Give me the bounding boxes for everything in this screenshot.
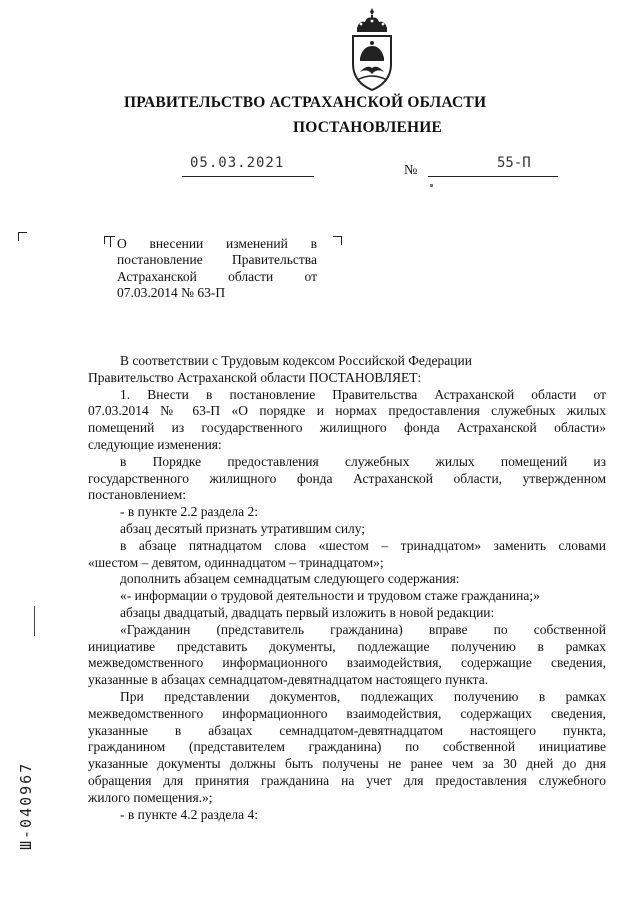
body-line: - в пункте 2.2 раздела 2: (120, 504, 259, 520)
document-number: 55-П (497, 155, 531, 171)
number-sign: № (404, 163, 418, 178)
date-underline (182, 176, 314, 177)
body-line: указанные документы должны быть получены не ранее чем за 30 дней до дня (88, 756, 606, 772)
body-line: жилого помещения.»; (88, 789, 213, 805)
body-line: указанные в абзацах семнадцатом-девятнадцатом настоящего пункта. (88, 672, 489, 688)
government-title: ПРАВИТЕЛЬСТВО АСТРАХАНСКОЙ ОБЛАСТИ (124, 94, 487, 111)
document-date: 05.03.2021 (190, 155, 285, 171)
document-subject (117, 236, 317, 302)
subject-line: О внесении изменений в (117, 236, 317, 251)
body-line: дополнить абзацем семнадцатым следующего содержания: (120, 571, 460, 587)
subject-line: Астраханской области от (117, 268, 317, 284)
margin-mark-line (34, 606, 35, 636)
body-line: государственного жилищного фонда Астраханской области, утвержденном (88, 470, 606, 486)
subject-right-corner-mark (333, 236, 342, 245)
body-line: помещений из государственного жилищного фонда Астраханской области» (88, 420, 606, 436)
body-line: межведомственного информационного взаимодействия, содержащих сведения, (88, 705, 606, 721)
subject-line: постановление Правительства (117, 252, 317, 268)
left-margin-corner-mark (18, 232, 27, 241)
coat-of-arms-emblem (349, 6, 395, 92)
body-line: Правительство Астраханской области ПОСТАНОВЛЯЕТ: (88, 369, 422, 385)
number-underline (428, 176, 558, 177)
body-line: - в пункте 4.2 раздела 4: (120, 806, 259, 822)
body-line: обращения для принятия гражданина на учет для предоставления служебного (88, 772, 606, 788)
body-line: указанные в абзацах семнадцатом-девятнадцатом настоящего пункта, (88, 722, 606, 738)
form-serial-number: Ш-040967 (17, 761, 35, 850)
print-speck (430, 184, 433, 187)
body-line: «шестом – девятом, одиннадцатом – тринадцатом»; (88, 554, 384, 570)
body-line: «- информации о трудовой деятельности и трудовом стаже гражданина;» (120, 588, 540, 604)
body-line: 07.03.2014 № 63-П «О порядке и нормах предоставления служебных жилых (88, 403, 606, 419)
body-line: В соответствии с Трудовым кодексом Российской Федерации (120, 353, 472, 368)
body-line: в абзаце пятнадцатом слова «шестом – тринадцатом» заменить словами (120, 537, 606, 553)
document-body (88, 353, 606, 823)
body-line: инициативе представить документы, подлежащие получению в рамках (88, 638, 606, 654)
subject-line: 07.03.2014 № 63-П (117, 285, 226, 301)
body-line: абзацы двадцатый, двадцать первый изложить в новой редакции: (120, 604, 495, 620)
body-line: в Порядке предоставления служебных жилых помещений из (120, 453, 606, 469)
body-line: абзац десятый признать утратившим силу; (120, 520, 366, 536)
body-line: межведомственного информационного взаимодействия, содержащие сведения, (88, 655, 606, 671)
body-line: гражданином (представителем гражданина) по собственной инициативе (88, 739, 606, 755)
body-line: 1. Внести в постановление Правительства Астраханской области от (120, 386, 606, 402)
body-line: «Гражданин (представитель гражданина) вправе по собственной (120, 621, 606, 637)
body-line: следующие изменения: (88, 436, 222, 452)
subject-left-corner-mark-inner (110, 236, 115, 247)
body-line: постановлением: (88, 487, 186, 503)
document-type-title: ПОСТАНОВЛЕНИЕ (293, 119, 443, 136)
body-line: При представлении документов, подлежащих получению в рамках (120, 688, 606, 704)
